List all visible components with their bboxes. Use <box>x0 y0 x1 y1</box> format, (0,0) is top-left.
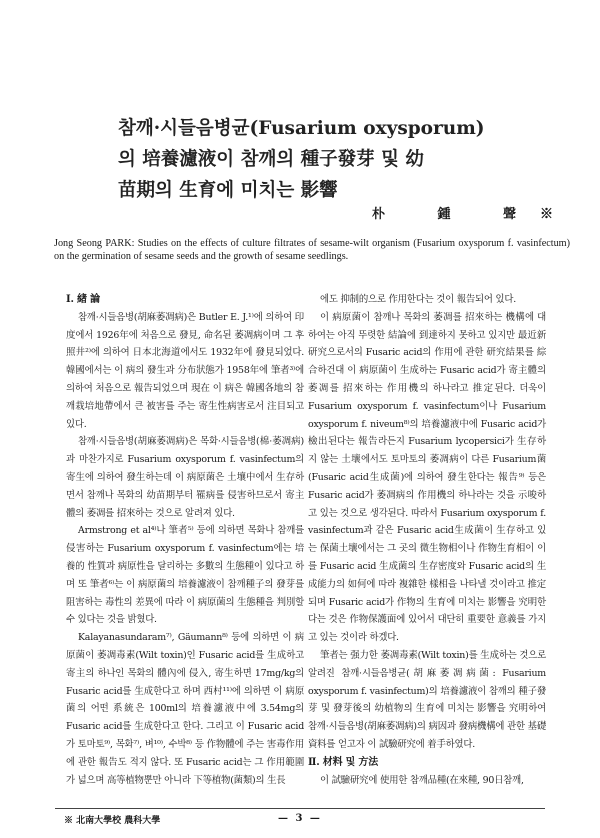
english-abstract: Jong Seong PARK: Studies on the effects of culture filtrates of sesame-wilt organism (Fusarium oxysporum f. vasinfectum) on the germination of sesame seeds and the growth of sesame seedlings. <box>54 238 570 262</box>
paragraph: Kalayanasundaram⁷⁾, Gäumann⁸⁾ 등에 의하면 이 病原菌이 萎凋毒素(Wilt toxin)인 Fusaric acid를 生成하고 寄主의 하나인 목화의 體內에 侵入, 寄生하면 17mg/kg의 Fusaric acid를 生成한다고 하며 西村¹¹⁾에 의하면 이 病原菌의 어떤 系統은 100ml의 培養濾液中에 3.54mg의 Fusaric acid를 生成한다고 한다. 그리고 이 Fusaric acid가 토마토⁹⁾, 목화⁷⁾, 벼¹⁰⁾, 수박⁸⁾ 등 作物體에 주는 害毒作用에 관한 報告도 적지 않다. 또 Fusaric acid는 그 作用範圍가 넓으며 高等植物뿐만 아니라 下等植物(菌類)의 生長 <box>66 632 304 786</box>
paragraph: 이 試驗研究에 使用한 참깨品種(在來種, 90日참깨, <box>320 774 524 786</box>
paragraph: 참깨·시들음병(胡麻萎凋病)은 Butler E. J.¹⁾에 의하여 印度에서 1926年에 처음으로 發見, 命名된 萎凋病이며 그 후 照井²⁾에 의하여 日本北海道에서도 1932年에 發見되었다. 韓國에서는 이 病의 發生과 分布狀態가 1958年에 筆者³⁾에 의하여 처음으로 報告되었으며 現在 이 病은 韓國各地의 참깨栽培地帶에서 큰 被害를 주는 寄生性病害로서 注目되고 있다. <box>66 311 304 430</box>
right-column <box>308 291 546 789</box>
title-line-1: 참깨·시들음병균(Fusarium oxysporum) <box>118 118 485 139</box>
author-name: 朴 鍾 聲※ <box>372 207 578 222</box>
paragraph: Armstrong et al⁴⁾나 筆者⁵⁾ 등에 의하면 목화나 참깨를 侵害하는 Fusarium oxysporum f. vasinfectum에는 培養的 性質과 病原性을 달리하는 多數의 生態種이 있다고 하며 또 筆者⁶⁾는 이 病原菌의 培養濾液이 참깨種子의 發芽를 阻害하는 毒性의 差異에 따라 이 病原菌의 生態種을 判別할 수 있다는 것을 밝혔다. <box>66 525 304 626</box>
section-heading: Ⅱ. 材料 및 方法 <box>308 756 379 768</box>
title-line-3: 苗期의 生育에 미치는 影響 <box>118 180 338 201</box>
paragraph: 이 病原菌이 참깨나 목화의 萎凋를 招來하는 機構에 대하여는 아직 뚜렷한 結論에 到達하지 못하고 있지만 最近新研究으로서의 Fusaric acid의 作用에 관한 研究結果를 綜合하건대 이 病原菌이 生成하는 Fusaric acid가 寄主體의 萎凋를 招來하는 作用機의 하나라고 推定된다. 더욱이 Fusarium oxysporum f. vasinfectum이나 Fusarium oxysporum f. niveum⁸⁾의 培養濾液中에 Fusaric acid가 檢出된다는 報告라든지 Fusarium lycopersici가 生存하지 않는 土壤에서도 토마토의 萎凋病이 다른 Fusarium菌(Fusaric acid生成菌)에 의하여 發生한다는 報告⁹⁾ 등은 Fusaric acid가 萎凋病의 作用機의 하나라는 것을 示唆하고 있는 것으로 생각된다. 따라서 Fusarium oxysporum f. vasinfectum과 같은 Fusaric acid生成菌이 生存하고 있는 保菌土壤에서는 그 곳의 微生物相이나 作物生育相이 이를 Fusaric acid 生成菌의 生存密度와 Fusaric acid의 生成能力의 如何에 따라 複雜한 樣相을 나타낼 것이라고 推定되며 Fusaric acid가 作物의 生育에 미치는 影響을 究明한다는 것은 作物保護面에 있어서 대단히 重要한 意義를 가지고 있는 것이라 하겠다. <box>308 311 546 644</box>
paragraph: 筆者는 强力한 萎凋毒素(Wilt toxin)를 生成하는 것으로 알려진 참깨·시들음병균(胡麻萎凋病菌: Fusarium oxysporum f. vasinfectum)의 培養濾液이 참깨의 種子發芽 및 發芽後의 幼植物의 生育에 미치는 影響을 究明하여 참깨·시들음병(胡麻萎凋病)의 病因과 發病機構에 관한 基礎資料를 얻고자 이 試驗研究에 着手하였다. <box>308 649 546 750</box>
page-number: — 3 — <box>278 813 322 824</box>
footnote-rule <box>55 808 545 809</box>
paragraph: 에도 抑制的으로 作用한다는 것이 報告되어 있다. <box>320 294 517 305</box>
title-line-2: 의 培養濾液이 참깨의 種子發芽 및 幼 <box>118 149 424 170</box>
paragraph: 참깨·시들음병(胡麻萎凋病)은 목화·시들음병(棉·萎凋病)과 마찬가지로 Fusarium oxysporum f. vasinfectum의 寄生에 의하여 發生하는데 이 病原菌은 土壤中에서 生存하면서 참깨나 목화의 幼苗期부터 罹病를 侵害하므로서 寄主體의 萎凋를 招來하는 것으로 알려져 있다. <box>66 436 304 519</box>
paper-title <box>118 113 498 206</box>
left-column <box>66 291 304 789</box>
section-heading: Ⅰ. 緖 論 <box>66 294 100 305</box>
footnote: ※ 北南大學校 農科大學 <box>64 816 161 826</box>
